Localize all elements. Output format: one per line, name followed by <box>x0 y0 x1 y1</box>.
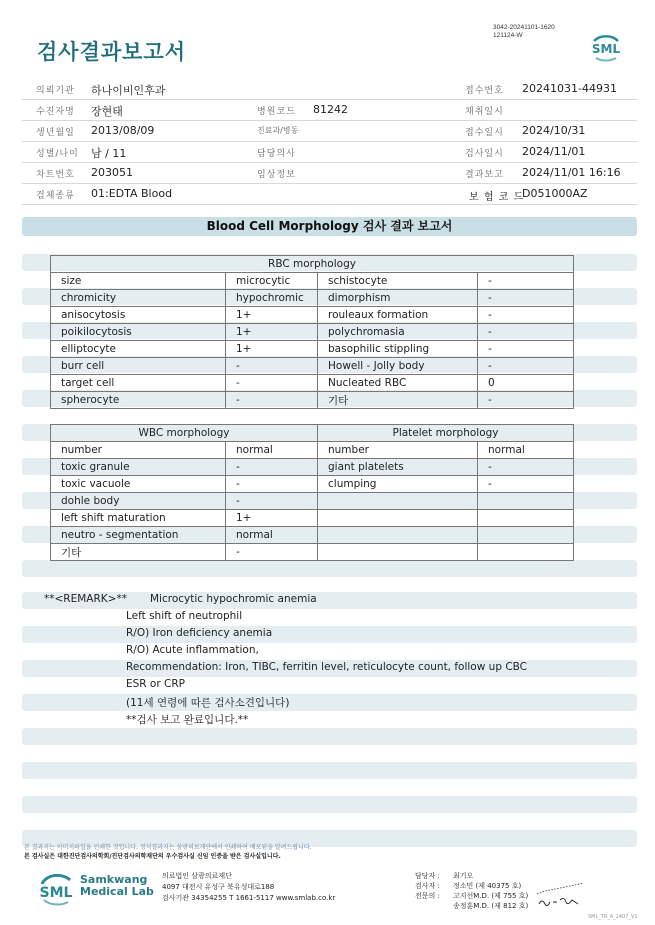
address-line1: 의료법인 삼광의료재단 <box>162 872 232 880</box>
item-name <box>318 544 478 561</box>
sml-logo-icon <box>586 31 626 65</box>
table-row <box>51 358 574 375</box>
table-row <box>51 544 574 561</box>
footer-address <box>162 871 335 904</box>
print-notice: 본 결과지는 이미지파일을 인쇄한 것입니다. 정식결과지는 삼광의료재단에서 인쇄하여 배포됨을 알려드립니다. <box>24 844 312 851</box>
table-row <box>51 392 574 409</box>
stripe <box>22 560 637 577</box>
info-right-label: 결과보고 <box>465 170 504 180</box>
remark-line: R/O) Iron deficiency anemia <box>126 627 273 639</box>
item-value <box>478 527 574 544</box>
table-row <box>51 476 574 493</box>
item-value <box>478 544 574 561</box>
item-name: schistocyte <box>318 273 478 290</box>
info-label: 의뢰기관 <box>36 86 75 96</box>
item-value: microcytic <box>226 273 318 290</box>
item-name: number <box>51 442 226 459</box>
info-right-value: 2024/10/31 <box>522 124 586 137</box>
info-right-value: 2024/11/01 <box>522 145 586 158</box>
table-row <box>51 375 574 392</box>
item-name <box>318 493 478 510</box>
remark-line: ESR or CRP <box>126 678 185 690</box>
remark-line: (11세 연령에 따른 검사소견입니다) <box>126 697 290 709</box>
item-value: 1+ <box>226 307 318 324</box>
staff-value: 최기오 <box>453 872 474 880</box>
item-name: rouleaux formation <box>318 307 478 324</box>
item-value: 1+ <box>226 324 318 341</box>
rbc-header: RBC morphology <box>51 256 574 273</box>
stripe <box>22 762 637 779</box>
info-label: 성별/나이 <box>36 149 79 159</box>
item-value: 1+ <box>226 510 318 527</box>
item-name: target cell <box>51 375 226 392</box>
info-value: 남 / 11 <box>91 147 127 160</box>
info-row <box>22 142 637 163</box>
rbc-morphology-table <box>50 255 574 409</box>
brand-line2: Medical Lab <box>80 885 154 898</box>
item-value: 0 <box>478 375 574 392</box>
footer-sml-logo-icon <box>36 872 78 910</box>
table-row <box>51 341 574 358</box>
staff-row <box>415 901 528 911</box>
info-right-label: 접수일시 <box>465 128 504 138</box>
footer-brand <box>80 874 154 898</box>
item-value: - <box>226 493 318 510</box>
item-name: Nucleated RBC <box>318 375 478 392</box>
info-right-label: 접수번호 <box>465 86 504 96</box>
item-value: - <box>226 476 318 493</box>
item-name: 기타 <box>51 544 226 561</box>
item-name: anisocytosis <box>51 307 226 324</box>
item-name: giant platelets <box>318 459 478 476</box>
staff-label: 검사자 : <box>415 882 440 890</box>
info-mid-label: 병원코드 <box>257 107 296 117</box>
item-name: toxic granule <box>51 459 226 476</box>
info-right-value: D051000AZ <box>522 187 588 200</box>
item-value: - <box>478 341 574 358</box>
item-value: normal <box>226 527 318 544</box>
item-value: - <box>478 476 574 493</box>
item-name <box>318 527 478 544</box>
staff-row <box>415 891 528 901</box>
table-row <box>51 290 574 307</box>
remark-line: Microcytic hypochromic anemia <box>150 593 317 605</box>
address-line3: 검사기관 34354255 T 1661-5117 www.smlab.co.kr <box>162 894 336 902</box>
info-value: 하나이비인후과 <box>91 84 166 97</box>
info-row <box>22 163 637 184</box>
footer-staff <box>415 871 528 911</box>
info-row <box>22 184 637 205</box>
info-mid-label: 임상정보 <box>257 170 296 180</box>
item-value: - <box>478 273 574 290</box>
info-label: 생년월일 <box>36 128 75 138</box>
info-value: 203051 <box>91 166 133 179</box>
item-value: - <box>226 544 318 561</box>
item-name <box>318 510 478 527</box>
info-mid-label: 담당의사 <box>257 149 296 159</box>
table-row <box>51 442 574 459</box>
table-row <box>51 273 574 290</box>
staff-label: 전문의 : <box>415 892 440 900</box>
item-value: 1+ <box>226 341 318 358</box>
info-label: 차트번호 <box>36 170 75 180</box>
info-value: 2013/08/09 <box>91 124 155 137</box>
item-name: neutro - segmentation <box>51 527 226 544</box>
item-value: normal <box>226 442 318 459</box>
item-value: normal <box>478 442 574 459</box>
staff-row <box>415 871 528 881</box>
info-value: 장현태 <box>91 105 123 118</box>
item-name: basophilic stippling <box>318 341 478 358</box>
footer-logo-text: SML <box>39 885 73 901</box>
stripe <box>22 626 637 643</box>
sml-logo-text: SML <box>591 42 621 56</box>
info-right-label: 채취일시 <box>465 107 504 117</box>
item-name: chromicity <box>51 290 226 307</box>
info-right-value: 20241031-44931 <box>522 82 617 95</box>
staff-value: 고지선M.D. (제 755 호) <box>453 892 529 900</box>
item-name: number <box>318 442 478 459</box>
wbc-header: WBC morphology <box>51 425 318 442</box>
item-name: 기타 <box>318 392 478 409</box>
item-name: clumping <box>318 476 478 493</box>
item-value: - <box>478 307 574 324</box>
item-name: Howell - Jolly body <box>318 358 478 375</box>
info-row <box>22 121 637 142</box>
platelet-header: Platelet morphology <box>318 425 574 442</box>
remark-line: Recommendation: Iron, TIBC, ferritin level, reticulocyte count, follow up CBC <box>126 661 527 673</box>
info-value: 01:EDTA Blood <box>91 187 173 200</box>
item-name: burr cell <box>51 358 226 375</box>
info-row <box>22 79 637 100</box>
info-mid-value: 81242 <box>313 103 348 116</box>
item-name: dimorphism <box>318 290 478 307</box>
staff-label: 담당자 : <box>415 872 440 880</box>
document-code <box>493 24 555 40</box>
table-row <box>51 459 574 476</box>
remark-line: R/O) Acute inflammation, <box>126 644 259 656</box>
item-value: - <box>226 392 318 409</box>
item-value: - <box>226 459 318 476</box>
table-row <box>51 324 574 341</box>
stripe <box>22 694 637 711</box>
item-value: - <box>478 358 574 375</box>
document-code-line1: 3042-20241101-1620 <box>493 24 555 31</box>
table-header-row <box>51 256 574 273</box>
table-row <box>51 527 574 544</box>
item-name: left shift maturation <box>51 510 226 527</box>
table-row <box>51 493 574 510</box>
item-name: poikilocytosis <box>51 324 226 341</box>
item-value: - <box>478 459 574 476</box>
info-label: 검체종류 <box>36 191 75 201</box>
table-row <box>51 510 574 527</box>
info-right-label: 검사일시 <box>465 149 504 159</box>
item-value: - <box>226 358 318 375</box>
remark-line: Left shift of neutrophil <box>126 610 243 622</box>
stripe <box>22 728 637 745</box>
info-right-value: 2024/11/01 16:16 <box>522 166 621 179</box>
item-value: - <box>226 375 318 392</box>
brand-line1: Samkwang <box>80 873 148 886</box>
item-value: - <box>478 290 574 307</box>
table-row <box>51 307 574 324</box>
document-code-line2: 121124-W <box>493 32 523 39</box>
staff-value: 송정훈M.D. (제 812 호) <box>453 902 529 910</box>
remark-label: **<REMARK>** <box>44 593 127 605</box>
item-name: toxic vacuole <box>51 476 226 493</box>
item-value <box>478 510 574 527</box>
item-value: - <box>478 324 574 341</box>
address-line2: 4097 대전시 유성구 북유성대로188 <box>162 883 275 891</box>
item-value: - <box>478 392 574 409</box>
document-title: 검사결과보고서 <box>37 40 187 64</box>
item-name: elliptocyte <box>51 341 226 358</box>
staff-label <box>415 901 453 911</box>
table-header-row <box>51 425 574 442</box>
remark-line: **검사 보고 완료입니다.** <box>126 714 249 726</box>
report-title: Blood Cell Morphology 검사 결과 보고서 <box>22 217 637 236</box>
info-right-label: 보 험 코 드 <box>469 192 525 203</box>
info-mid-label: 진료과/병동 <box>257 126 299 135</box>
stripe <box>22 796 637 813</box>
staff-row <box>415 881 528 891</box>
item-value <box>478 493 574 510</box>
certification-notice: 본 검사실은 대한진단검사의학회/진단검사의학재단의 우수검사실 신임 인증을 받은 검사실입니다. <box>24 853 281 860</box>
staff-value: 정소민 (제 40375 호) <box>453 882 522 890</box>
item-name: polychromasia <box>318 324 478 341</box>
item-value: hypochromic <box>226 290 318 307</box>
signature-icon <box>535 882 590 916</box>
info-label: 수진자명 <box>36 107 75 117</box>
item-name: dohle body <box>51 493 226 510</box>
wbc-platelet-morphology-table <box>50 424 574 561</box>
form-version: SML_TR_A_2407_V1 <box>588 914 638 920</box>
info-row <box>22 100 637 121</box>
item-name: size <box>51 273 226 290</box>
item-name: spherocyte <box>51 392 226 409</box>
